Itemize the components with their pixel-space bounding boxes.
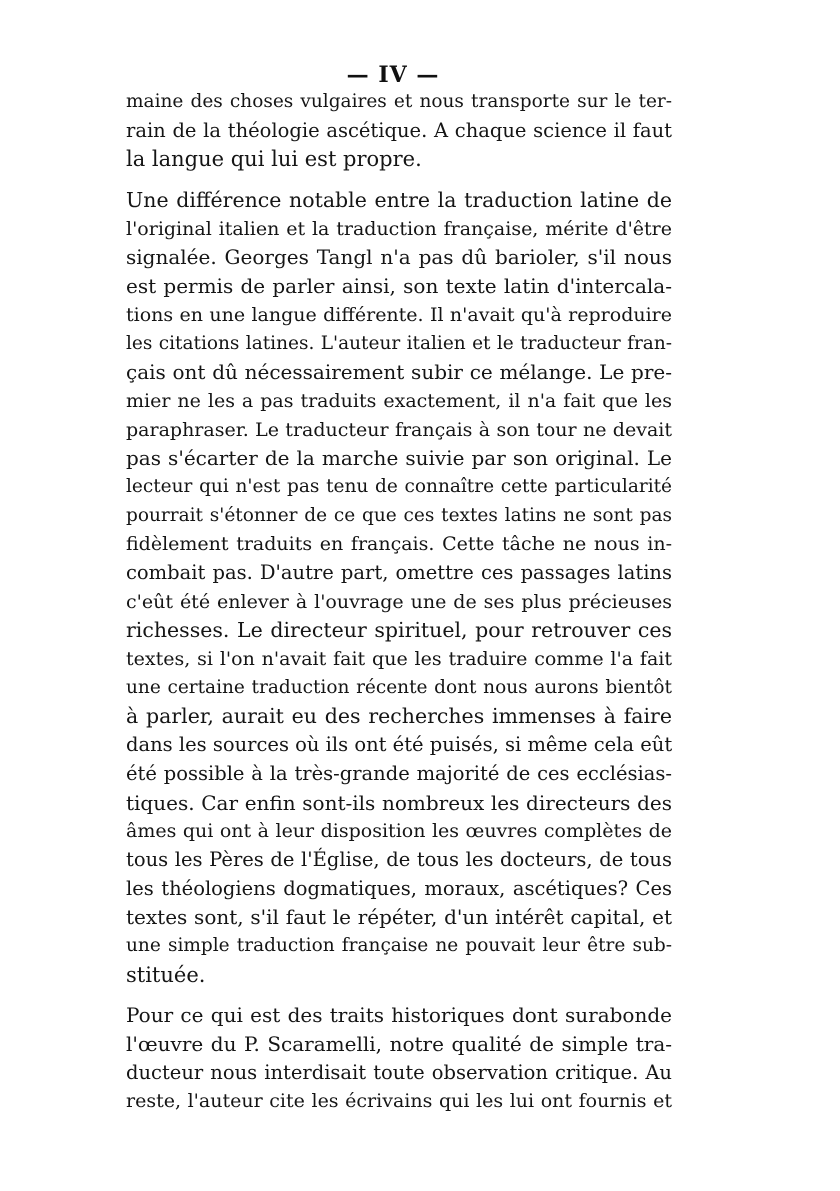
text-line: Une différence notable entre la traduction latine de [126,188,672,213]
text-line: été possible à la très-grande majorité de ces ecclésias- [126,761,672,785]
text-line: fidèlement traduits en français. Cette tâche ne nous in- [126,533,672,556]
text-line: ducteur nous interdisait toute observation critique. Au [126,1060,672,1084]
text-line: c'eût été enlever à l'ouvrage une de ses plus précieuses [126,590,672,613]
text-line: çais ont dû nécessairement subir ce mélange. Le pre- [126,360,672,385]
text-line: tions en une langue différente. Il n'avait qu'à reproduire [126,303,672,326]
text-line: signalée. Georges Tangl n'a pas dû barioler, s'il nous [126,245,672,270]
text-line: à parler, aurait eu des recherches immenses à faire [126,704,672,729]
text-line: âmes qui ont à leur disposition les œuvres complètes de [126,820,672,843]
text-line: tous les Pères de l'Église, de tous les docteurs, de tous [126,847,672,871]
text-line: Pour ce qui est des traits historiques dont surabonde [126,1003,672,1028]
text-line: les théologiens dogmatiques, moraux, ascétiques? Ces [126,876,672,900]
paragraph-3 [126,1001,672,1116]
text-line: l'œuvre du P. Scaramelli, notre qualité de simple tra- [126,1032,672,1056]
text-line: textes, si l'on n'avait fait que les traduire comme l'a fait [126,648,672,671]
text-line: pas s'écarter de la marche suivie par son original. Le [126,446,672,471]
text-line: dans les sources où ils ont été puisés, si même cela eût [126,733,673,757]
page-number: — IV — [346,62,440,88]
text-line: richesses. Le directeur spirituel, pour retrouver ces [126,618,672,643]
text-line: est permis de parler ainsi, son texte latin d'intercala- [126,274,672,299]
text-line: paraphraser. Le traducteur français à son tour ne devait [126,418,672,441]
text-line: mier ne les a pas traduits exactement, il n'a fait que les [126,389,672,412]
paragraph-1 [126,88,672,174]
text-line: tiques. Car enfin sont-ils nombreux les directeurs des [126,790,672,815]
text-line: une simple traduction française ne pouvait leur être sub- [126,934,672,956]
text-line: lecteur qui n'est pas tenu de connaître cette particularité [126,475,672,497]
text-line: pourrait s'étonner de ce que ces textes latins ne sont pas [126,504,672,526]
text-line: rain de la théologie ascétique. A chaque science il faut [126,118,672,142]
paragraph-2 [126,186,672,989]
text-line: maine des choses vulgaires et nous transporte sur le ter- [126,91,672,112]
text-line: reste, l'auteur cite les écrivains qui les lui ont fournis et [126,1090,672,1113]
text-line: la langue qui lui est propre. [126,147,422,172]
text-line: les citations latines. L'auteur italien et le traducteur fran- [126,332,672,354]
text-line: combait pas. D'autre part, omettre ces passages latins [126,561,672,584]
text-line: une certaine traduction récente dont nous aurons bientôt [126,676,672,698]
body-text [126,88,672,1116]
text-line: l'original italien et la traduction française, mérite d'être [126,217,672,240]
text-line: textes sont, s'il faut le répéter, d'un intérêt capital, et [126,905,672,930]
text-line: stituée. [126,962,206,987]
